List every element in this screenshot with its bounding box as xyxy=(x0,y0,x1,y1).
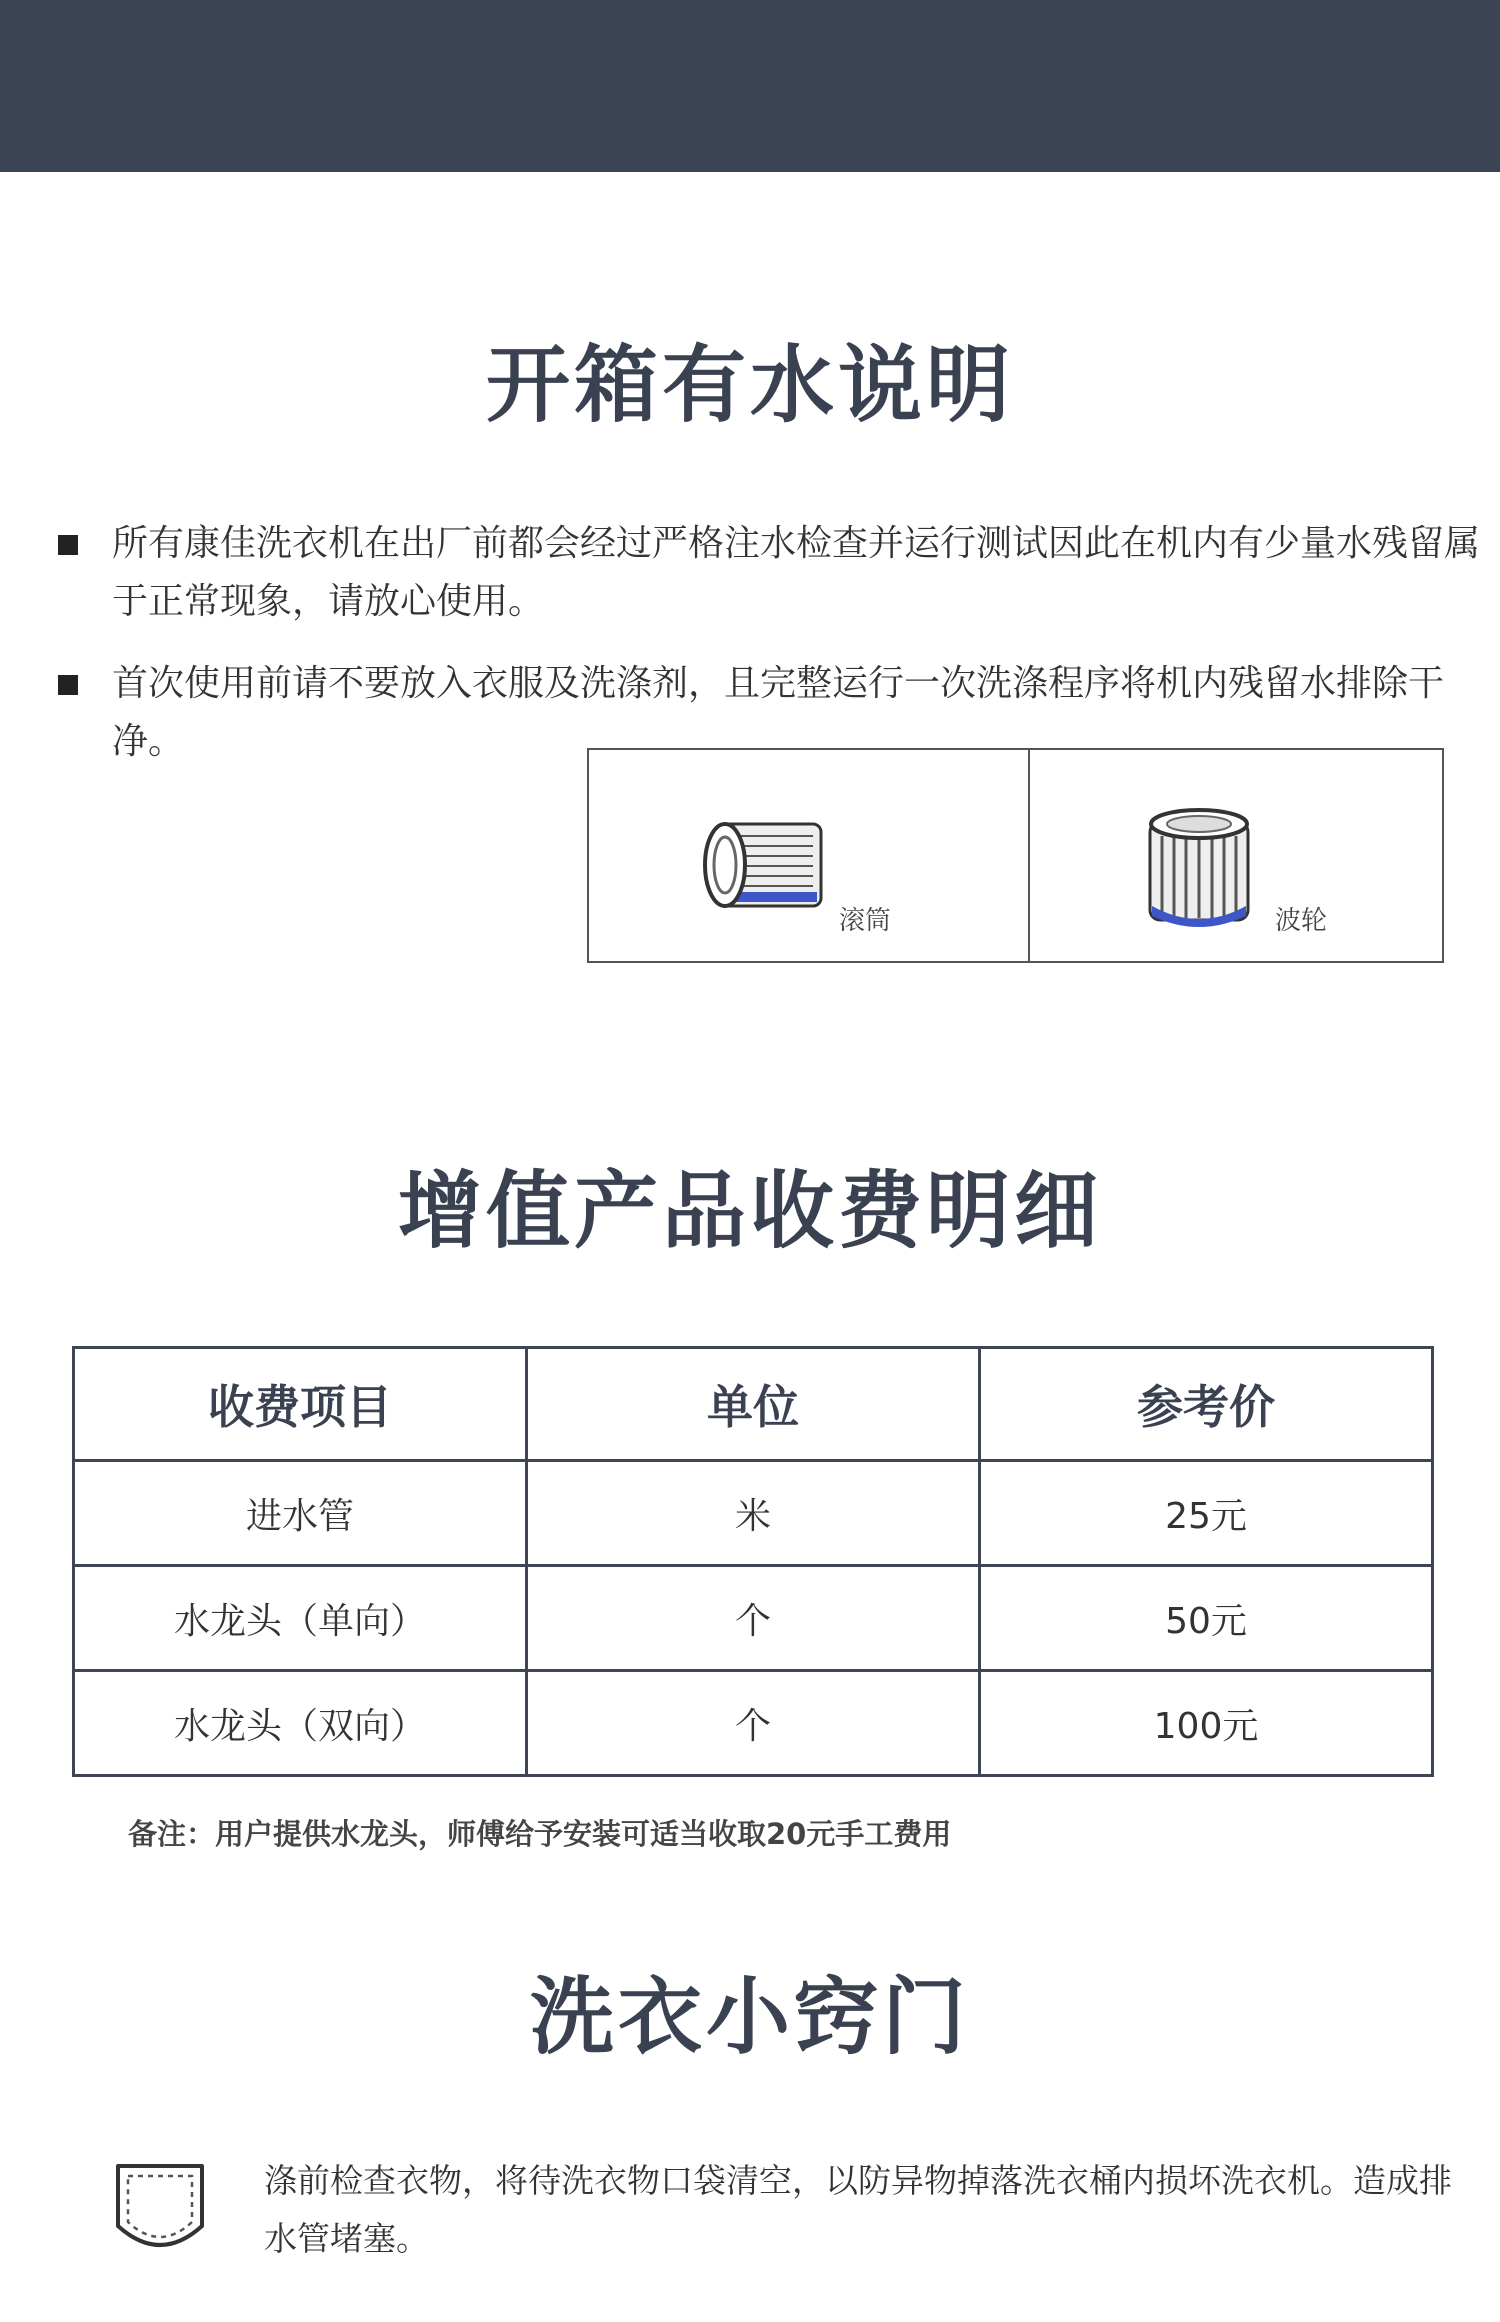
table-cell-item: 水龙头（单向） xyxy=(74,1566,527,1671)
table-cell-price: 50元 xyxy=(980,1566,1433,1671)
washer-illustration-panel xyxy=(587,748,1444,963)
tip-text: 涤前检查衣物，将待洗衣物口袋清空，以防异物掉落洗衣桶内损坏洗衣机。造成排水管堵塞。 xyxy=(264,2161,1452,2258)
table-cell-item: 水龙头（双向） xyxy=(74,1671,527,1776)
table-cell-unit: 个 xyxy=(527,1566,980,1671)
tip-item xyxy=(112,2152,1472,2268)
table-cell-item: 进水管 xyxy=(74,1461,527,1566)
fee-table xyxy=(72,1346,1434,1777)
illustration-label: 滚筒 xyxy=(839,906,892,936)
table-header-cell: 单位 xyxy=(527,1348,980,1461)
bullet-text: 首次使用前请不要放入衣服及洗涤剂，且完整运行一次洗涤程序将机内残留水排除干净。 xyxy=(112,663,1445,762)
illustration-label: 波轮 xyxy=(1275,906,1328,936)
table-cell-unit: 个 xyxy=(527,1671,980,1776)
pocket-icon xyxy=(112,2160,208,2264)
bullet-square-icon xyxy=(58,675,78,695)
section-title-unboxing-water: 开箱有水说明 xyxy=(485,336,1014,434)
section-title-fee-details: 增值产品收费明细 xyxy=(397,1162,1102,1260)
impeller-washer-icon xyxy=(1144,806,1254,934)
table-cell-price: 25元 xyxy=(980,1461,1433,1566)
table-header-cell: 收费项目 xyxy=(74,1348,527,1461)
table-row xyxy=(74,1671,1433,1776)
table-row xyxy=(74,1566,1433,1671)
bottom-fade xyxy=(0,2295,1500,2322)
top-banner xyxy=(0,0,1500,172)
fee-note: 备注：用户提供水龙头，师傅给予安装可适当收取20元手工费用 xyxy=(128,1817,952,1851)
table-header-row xyxy=(74,1348,1433,1461)
illustration-drum xyxy=(589,750,1028,961)
bullet-square-icon xyxy=(58,535,78,555)
table-cell-unit: 米 xyxy=(527,1461,980,1566)
illustration-impeller xyxy=(1030,750,1444,961)
table-row xyxy=(74,1461,1433,1566)
drum-washer-icon xyxy=(701,816,831,916)
section-title-laundry-tips: 洗衣小窍门 xyxy=(529,1968,970,2066)
bullet-text: 所有康佳洗衣机在出厂前都会经过严格注水检查并运行测试因此在机内有少量水残留属于正常现象，请放心使用。 xyxy=(112,523,1481,622)
table-header-cell: 参考价 xyxy=(980,1348,1433,1461)
bullet-item xyxy=(58,515,1481,631)
table-cell-price: 100元 xyxy=(980,1671,1433,1776)
